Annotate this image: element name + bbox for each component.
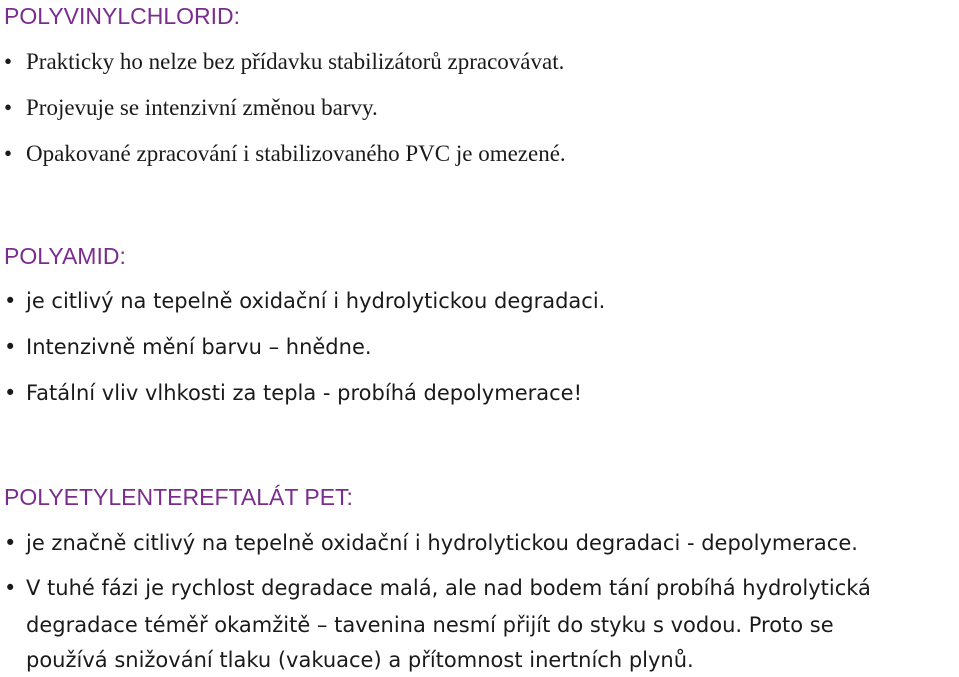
list-item-text: je citlivý na tepelně oxidační i hydrolytickou degradaci. (26, 289, 606, 313)
list-item-text: Opakované zpracování i stabilizovaného PVC je omezené. (26, 141, 566, 166)
section-heading-pvc: POLYVINYLCHLORID: (4, 3, 241, 29)
bullet-icon: • (4, 335, 17, 359)
section-heading-polyamid: POLYAMID: (4, 243, 126, 269)
list-item-text-line-2: degradace téměř okamžitě – tavenina nesmí přijít do styku s vodou. Proto se (26, 613, 834, 637)
list-item-text: je značně citlivý na tepelně oxidační i hydrolytickou degradaci - depolymerace. (26, 531, 858, 555)
bullet-icon: • (4, 531, 17, 555)
bullet-icon: • (4, 289, 17, 313)
bullet-icon: • (4, 141, 13, 166)
list-item-text: Prakticky ho nelze bez přídavku stabilizátorů zpracovávat. (26, 49, 565, 74)
list-item-text-line-3: používá snižování tlaku (vakuace) a přítomnost inertních plynů. (26, 648, 694, 672)
bullet-icon: • (4, 381, 17, 405)
list-item-text: Fatální vliv vlhkosti za tepla - probíhá depolymerace! (26, 381, 582, 405)
list-item-text: Intenzivně mění barvu – hnědne. (26, 335, 372, 359)
list-item-text-line-1: V tuhé fázi je rychlost degradace malá, ale nad bodem tání probíhá hydrolytická (26, 576, 871, 600)
bullet-icon: • (4, 576, 17, 600)
bullet-icon: • (4, 95, 13, 120)
list-item-text: Projevuje se intenzivní změnou barvy. (26, 95, 378, 120)
section-heading-pet: POLYETYLENTEREFTALÁT PET: (4, 484, 353, 510)
bullet-icon: • (4, 49, 13, 74)
